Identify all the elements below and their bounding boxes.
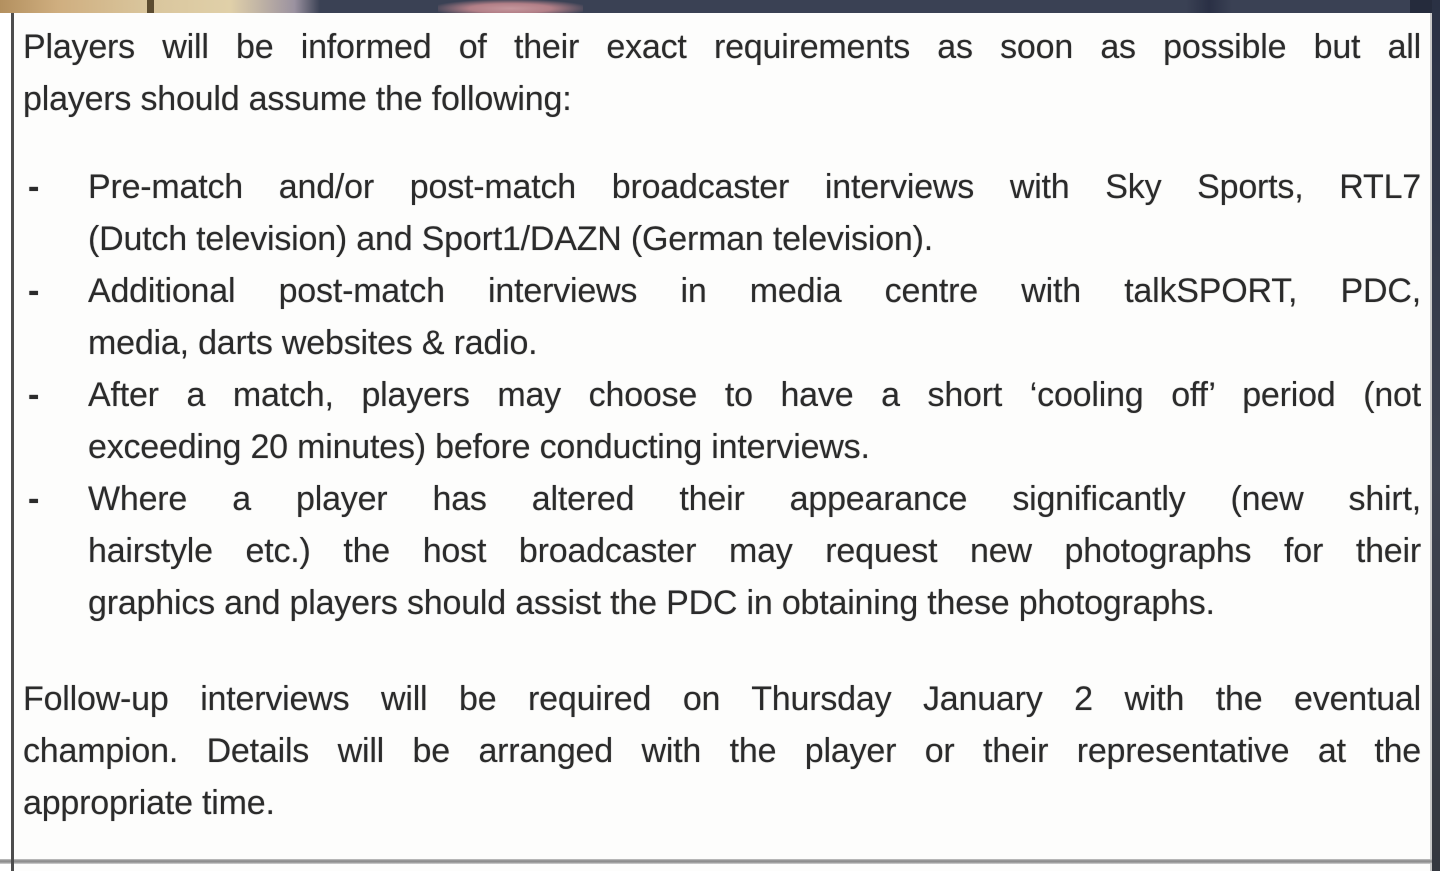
bullet-item	[23, 161, 1421, 265]
video-background-top-strip	[0, 0, 1440, 13]
bullet-marker: -	[28, 168, 40, 206]
video-background-right-edge	[1432, 0, 1440, 871]
video-background-wood-edge	[147, 0, 154, 13]
text-line: hairstyle etc.) the host broadcaster may request new photographs for their	[88, 532, 1421, 570]
text-line: graphics and players should assist the PDC in obtaining these photographs.	[88, 584, 1215, 622]
intro-paragraph	[23, 21, 1421, 125]
text-line: Pre-match and/or post-match broadcaster interviews with Sky Sports, RTL7	[88, 168, 1421, 206]
bullet-marker: -	[28, 376, 40, 414]
video-background-dark-column	[1186, 0, 1232, 13]
document-page	[11, 13, 1432, 871]
bullet-marker: -	[28, 272, 40, 310]
bullet-marker: -	[28, 480, 40, 518]
text-line: Additional post-match interviews in media centre with talkSPORT, PDC,	[88, 272, 1421, 310]
text-line: After a match, players may choose to have a short ‘cooling off’ period (not	[88, 376, 1421, 414]
text-line: appropriate time.	[23, 784, 275, 822]
bullet-item	[23, 265, 1421, 369]
text-line: media, darts websites & radio.	[88, 324, 538, 362]
bullet-item	[23, 473, 1421, 629]
text-line: (Dutch television) and Sport1/DAZN (German television).	[88, 220, 933, 258]
text-line: Where a player has altered their appearance significantly (new shirt,	[88, 480, 1421, 518]
text-line: players should assume the following:	[23, 80, 572, 118]
text-line: champion. Details will be arranged with the player or their representative at the	[23, 732, 1421, 770]
bullet-item	[23, 369, 1421, 473]
text-line: exceeding 20 minutes) before conducting interviews.	[88, 428, 870, 466]
document-left-border-end	[11, 857, 14, 871]
document-bottom-border	[0, 859, 1432, 864]
video-background-person-blur	[438, 0, 583, 13]
text-line: Follow-up interviews will be required on Thursday January 2 with the eventual	[23, 680, 1421, 718]
bullet-list	[23, 161, 1421, 629]
closing-paragraph	[23, 673, 1421, 829]
video-background-wall-blur	[0, 0, 320, 13]
text-line: Players will be informed of their exact requirements as soon as possible but all	[23, 28, 1421, 66]
